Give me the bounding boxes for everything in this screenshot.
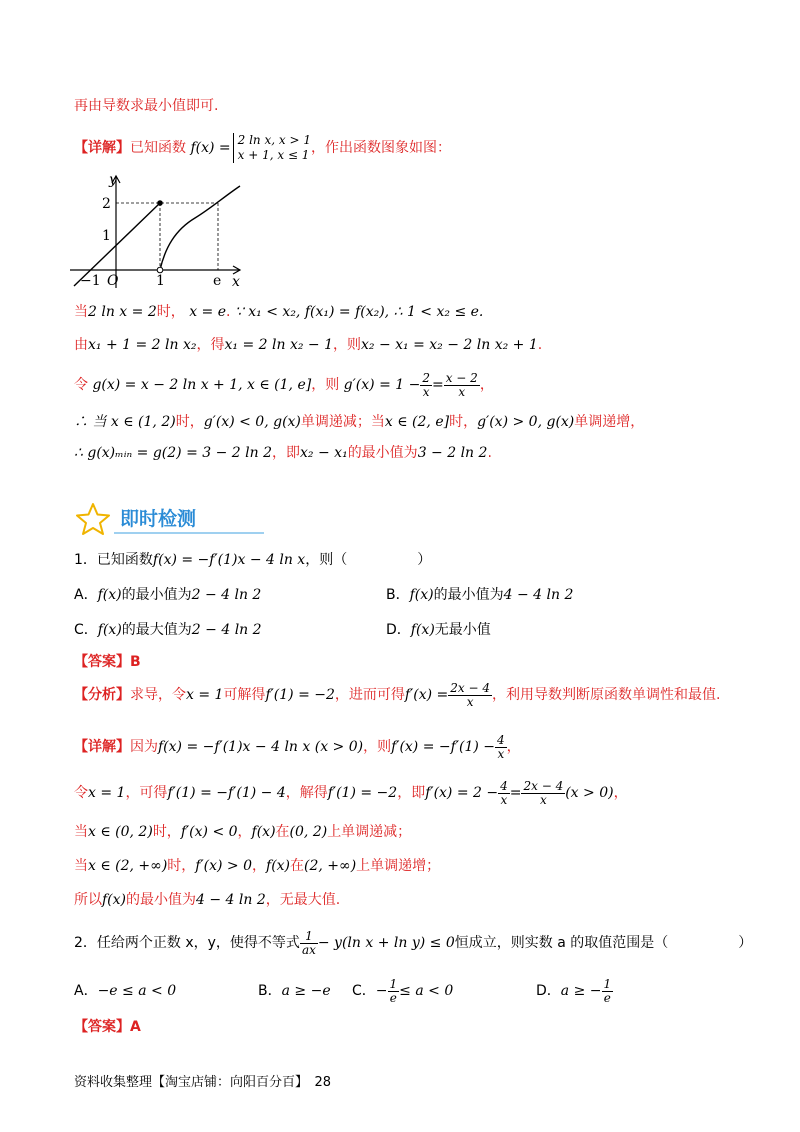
q2-option-d[interactable]: D．a ≥ − $\frac{1}{e}$ (536, 976, 612, 1005)
tick-x-e: e (213, 273, 222, 289)
q1-stem: 1．已知函数f(x) = −f′(1)x − 4 ln x，则（ ） (74, 552, 432, 568)
tick-x-1: 1 (156, 273, 165, 289)
q1-answer: 【答案】B (74, 654, 141, 670)
log-curve (160, 186, 240, 270)
q1-detail-1: 【详解】因为f(x) = −f′(1)x − 4 ln x (x > 0)，则f′(x) = −f′(1) − $\frac{4}{x}$ ， (74, 732, 521, 761)
q1-options-ab (74, 585, 734, 605)
q1-analysis: 【分析】求导，令x = 1可解得f′(1) = −2，进而可得f′(x) = $\frac{2x - 4}{x}$ ，利用导数判断原函数单调性和最值. (74, 680, 721, 709)
q1-option-d[interactable]: D．f(x)无最小值 (386, 622, 491, 638)
tick-x-neg1: −1 (80, 273, 101, 289)
intro-text: 再由导数求最小值即可. (74, 98, 219, 114)
section-title: 即时检测 (120, 508, 197, 530)
known-func-text: 已知函数 (130, 140, 186, 156)
q2-answer: 【答案】A (74, 1019, 141, 1035)
q1-option-a[interactable]: A．f(x)的最小值为2 − 4 ln 2 (74, 587, 262, 603)
q2-stem: 2．任给两个正数 x，y，使得不等式 $\frac{1}{ax}$ − y(ln x + ln y) ≤ 0恒成立，则实数 a 的取值范围是（ ） (74, 928, 753, 957)
piecewise-brace (233, 133, 311, 163)
q1-detail-2: 令x = 1，可得f′(1) = −f′(1) − 4，解得f′(1) = −2，即f′(x) = 2 − $\frac{4}{x}$ = $\frac{2x - 4}{x}$ (x > 0)， (74, 778, 628, 807)
q2-option-b[interactable]: B．a ≥ −e (258, 983, 331, 999)
piece-2: x + 1, x ≤ 1 (237, 148, 310, 162)
page-footer: 资料收集整理【淘宝店铺：向阳百分百】 28 (74, 1075, 332, 1090)
sol-line-2: 由x₁ + 1 = 2 ln x₂，得x₁ = 2 ln x₂ − 1，则x₂ − x₁ = x₂ − 2 ln x₂ + 1. (74, 337, 543, 353)
section-underline (114, 532, 264, 534)
sol-line-5: ∴ g(x)ₘᵢₙ = g(2) = 3 − 2 ln 2，即x₂ − x₁的最小值为3 − 2 ln 2. (74, 445, 492, 461)
q1-detail-3: 当x ∈ (0, 2)时，f′(x) < 0，f(x)在(0, 2)上单调递减； (74, 824, 412, 840)
closed-point (157, 200, 163, 206)
q2-option-c[interactable]: C．− $\frac{1}{e}$ ≤ a < 0 (352, 976, 454, 1005)
detail-piecewise-line (74, 128, 451, 168)
sol-line-1: 当2 ln x = 2时， x = e. ∵ x₁ < x₂, f(x₁) = f(x₂), ∴ 1 < x₂ ≤ e. (74, 304, 484, 320)
q2-option-a[interactable]: A．−e ≤ a < 0 (74, 983, 177, 999)
q1-option-c[interactable]: C．f(x)的最大值为2 − 4 ln 2 (74, 622, 262, 638)
piece-1: 2 ln x, x > 1 (237, 133, 311, 147)
q1-detail-4: 当x ∈ (2, +∞)时，f′(x) > 0，f(x)在(2, +∞)上单调递增； (74, 858, 441, 874)
x-axis-label: x (232, 274, 240, 290)
draw-graph-text: ，作出函数图象如图： (310, 140, 451, 156)
tick-y-1: 1 (102, 228, 111, 244)
q2-options (74, 976, 734, 1006)
star-icon (74, 502, 112, 536)
q1-options-cd (74, 620, 734, 640)
q1-option-b[interactable]: B．f(x)的最小值为4 − 4 ln 2 (386, 587, 574, 603)
sol-line-4: ∴ 当 x ∈ (1, 2)时，g′(x) < 0, g(x)单调递减；当x ∈ (2, e]时，g′(x) > 0, g(x)单调递增， (74, 414, 645, 430)
detail-tag: 【详解】 (74, 140, 130, 156)
sol-line-3: 令 g(x) = x − 2 ln x + 1, x ∈ (1, e]，则 g′(x) = 1 − $\frac{2}{x}$ = $\frac{x - 2}{x}$ ， (74, 370, 494, 399)
open-point (157, 267, 163, 273)
q1-detail-5: 所以f(x)的最小值为4 − 4 ln 2，无最大值. (74, 892, 341, 908)
tick-y-2: 2 (102, 196, 111, 212)
section-header (74, 502, 274, 536)
frac-2-over-x: $\frac{2}{x}$ (422, 370, 430, 399)
frac-x-2-over-x: $\frac{x - 2}{x}$ (445, 370, 478, 399)
origin-label: O (107, 273, 119, 289)
fx-label: f(x) = (190, 140, 231, 156)
function-graph (70, 168, 250, 292)
y-axis-label: y (109, 172, 117, 188)
